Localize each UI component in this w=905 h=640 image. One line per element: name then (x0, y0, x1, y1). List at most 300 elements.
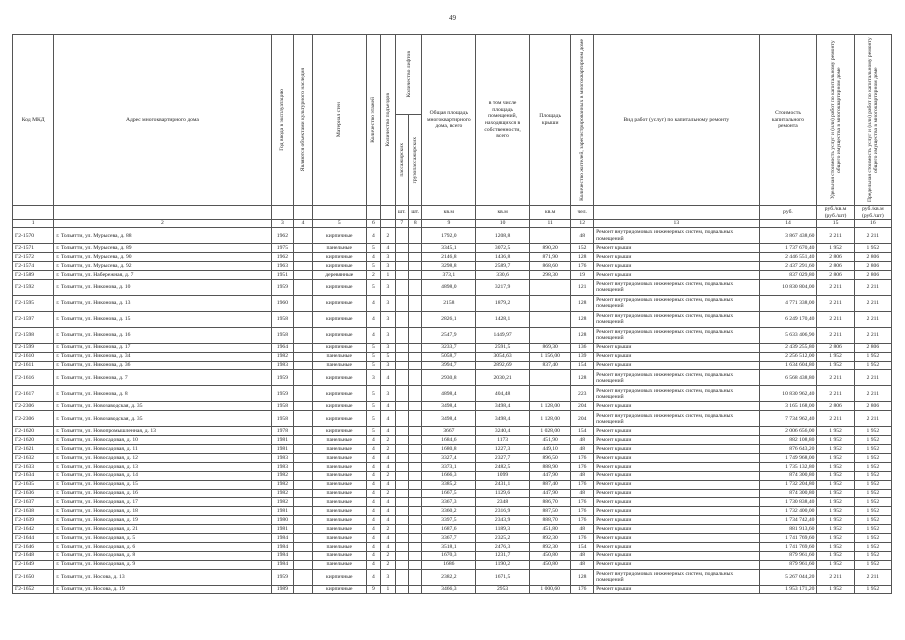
cell-lifts-passenger (395, 480, 408, 489)
cell-limit-cost: 2 211 (854, 386, 891, 402)
cell-lifts-cargo (409, 585, 422, 594)
cell-limit-cost: 1 952 (854, 585, 891, 594)
cell-address: г. Тольятти, ул. Никонова, д. 10 (54, 279, 271, 295)
cell-limit-cost: 1 952 (854, 453, 891, 462)
cell-residents: 176 (571, 261, 594, 270)
table-row (13, 480, 892, 489)
column-number: 8 (409, 220, 422, 228)
cell-floors: 5 (366, 427, 380, 436)
cell-total-area: 3385,2 (422, 480, 476, 489)
table-row (13, 489, 892, 498)
cell-roof-area: 450,80 (529, 551, 570, 560)
header-year: Год ввода в эксплуатацию (271, 35, 294, 206)
cell-work-type: Ремонт внутридомовых инженерных систем, подвальных помещений (594, 569, 759, 585)
column-number: 10 (476, 220, 530, 228)
cell-year: 1959 (271, 569, 294, 585)
cell-limit-cost: 2 806 (854, 402, 891, 411)
cell-cultural (294, 386, 313, 402)
cell-total-area: 3373,1 (422, 462, 476, 471)
cell-year: 1983 (271, 462, 294, 471)
cell-cost: 7 734 962,40 (759, 411, 817, 427)
cell-premises-area: 1129,6 (476, 489, 530, 498)
cell-code: Г2-1635 (13, 480, 54, 489)
cell-year: 1984 (271, 560, 294, 569)
cell-cost: 1 735 132,80 (759, 462, 817, 471)
cell-total-area: 3498,4 (422, 402, 476, 411)
cell-address: г. Тольятти, ул. Новосадовая, д. 14 (54, 471, 271, 480)
cell-lifts-passenger (395, 525, 408, 534)
cell-unit-cost: 2 211 (817, 327, 854, 343)
cell-total-area: 373,1 (422, 270, 476, 279)
cell-year: 1958 (271, 327, 294, 343)
cell-cultural (294, 244, 313, 253)
column-number (381, 220, 395, 228)
cell-roof-area: 1 156,00 (529, 352, 570, 361)
cell-roof-area: 869,30 (529, 343, 570, 352)
cell-roof-area: 888,90 (529, 462, 570, 471)
cell-premises-area: 3498,4 (476, 402, 530, 411)
cell-residents: 139 (571, 352, 594, 361)
cell-limit-cost: 1 952 (854, 361, 891, 370)
cell-entrances: 3 (381, 279, 395, 295)
cell-work-type: Ремонт внутридомовых инженерных систем, подвальных помещений (594, 311, 759, 327)
cell-lifts-cargo (409, 471, 422, 480)
cell-limit-cost: 1 952 (854, 489, 891, 498)
cell-residents: 204 (571, 411, 594, 427)
cell-unit-cost: 1 952 (817, 453, 854, 462)
cell-roof-area (529, 569, 570, 585)
cell-roof-area: 886,70 (529, 498, 570, 507)
cell-year: 1981 (271, 436, 294, 445)
cell-cost: 879 961,60 (759, 560, 817, 569)
cell-work-type: Ремонт внутридомовых инженерных систем, подвальных помещений (594, 228, 759, 244)
cell-total-area: 3397,5 (422, 516, 476, 525)
cell-code: Г2-1637 (13, 498, 54, 507)
cell-cost: 1 741 769,60 (759, 542, 817, 551)
cell-cost: 2 437 291,60 (759, 261, 817, 270)
table-row (13, 361, 892, 370)
cell-cost: 1 749 968,00 (759, 453, 817, 462)
cell-year: 1958 (271, 311, 294, 327)
cell-address: г. Тольятти, ул. Новосадовая, д. 17 (54, 498, 271, 507)
cell-year: 1982 (271, 480, 294, 489)
cell-total-area: 3327,4 (422, 453, 476, 462)
cell-lifts-passenger (395, 270, 408, 279)
cell-code: Г2-1589 (13, 270, 54, 279)
cell-unit-cost: 1 952 (817, 436, 854, 445)
cell-lifts-passenger (395, 453, 408, 462)
cell-cultural (294, 436, 313, 445)
table-row (13, 471, 892, 480)
unit-rub-sqm: руб./кв.м (руб./шт) (854, 206, 891, 220)
cell-lifts-passenger (395, 498, 408, 507)
table-row (13, 569, 892, 585)
cell-unit-cost: 1 952 (817, 534, 854, 543)
cell-lifts-cargo (409, 228, 422, 244)
cell-cost: 6 249 170,40 (759, 311, 817, 327)
cell-premises-area: 3217,9 (476, 279, 530, 295)
cell-material: панельные (312, 551, 366, 560)
table-row (13, 279, 892, 295)
table-row (13, 560, 892, 569)
cell-cultural (294, 327, 313, 343)
cell-lifts-cargo (409, 402, 422, 411)
cell-roof-area: 447,90 (529, 471, 570, 480)
table-row (13, 445, 892, 454)
cell-lifts-cargo (409, 370, 422, 386)
cell-floors: 4 (366, 542, 380, 551)
cell-unit-cost: 2 211 (817, 228, 854, 244)
cell-floors: 4 (366, 327, 380, 343)
cell-unit-cost: 1 952 (817, 498, 854, 507)
cell-residents: 121 (571, 279, 594, 295)
cell-year: 1962 (271, 253, 294, 262)
cell-total-area: 2930,8 (422, 370, 476, 386)
cell-work-type: Ремонт крыши (594, 427, 759, 436)
cell-code: Г2-1652 (13, 585, 54, 594)
cell-lifts-cargo (409, 569, 422, 585)
cell-cost: 874 300,80 (759, 471, 817, 480)
cell-limit-cost: 1 952 (854, 498, 891, 507)
cell-roof-area (529, 386, 570, 402)
cell-cost: 1 732 400,00 (759, 507, 817, 516)
cell-year: 1989 (271, 585, 294, 594)
cell-lifts-passenger (395, 402, 408, 411)
cell-floors: 5 (366, 261, 380, 270)
cell-lifts-passenger (395, 370, 408, 386)
cell-floors: 4 (366, 516, 380, 525)
cell-material: кирпичные (312, 295, 366, 311)
cell-lifts-passenger (395, 361, 408, 370)
cell-limit-cost: 1 952 (854, 244, 891, 253)
cell-floors: 4 (366, 534, 380, 543)
cell-lifts-passenger (395, 507, 408, 516)
cell-address: г. Тольятти, ул. Новосадовая, д. 21 (54, 525, 271, 534)
column-number: 15 (817, 220, 854, 228)
cell-residents: 152 (571, 244, 594, 253)
cell-lifts-passenger (395, 311, 408, 327)
table-row (13, 386, 892, 402)
cell-premises-area: 1671,5 (476, 569, 530, 585)
cell-year: 1981 (271, 525, 294, 534)
cell-lifts-cargo (409, 542, 422, 551)
cell-total-area: 4898,0 (422, 279, 476, 295)
cell-cultural (294, 253, 313, 262)
cell-entrances: 1 (381, 270, 395, 279)
cell-entrances: 3 (381, 386, 395, 402)
cell-roof-area: 892,30 (529, 534, 570, 543)
cell-residents: 176 (571, 480, 594, 489)
cell-material: кирпичные (312, 253, 366, 262)
cell-total-area: 2146,8 (422, 253, 476, 262)
table-row (13, 370, 892, 386)
cell-premises-area: 1227,3 (476, 445, 530, 454)
cell-cultural (294, 228, 313, 244)
cell-entrances: 4 (381, 244, 395, 253)
cell-cultural (294, 427, 313, 436)
cell-code: Г2-1595 (13, 295, 54, 311)
cell-entrances: 2 (381, 489, 395, 498)
cell-premises-area: 2316,9 (476, 507, 530, 516)
cell-address: г. Тольятти, ул. Новосадовая, д. 5 (54, 534, 271, 543)
cell-entrances: 2 (381, 436, 395, 445)
cell-year: 1959 (271, 386, 294, 402)
cell-code: Г2-1616 (13, 370, 54, 386)
table-row (13, 462, 892, 471)
cell-residents: 128 (571, 295, 594, 311)
cell-address: г. Тольятти, ул. Новопромышленная, д. 13 (54, 427, 271, 436)
cell-residents: 154 (571, 427, 594, 436)
cell-floors: 5 (366, 244, 380, 253)
cell-year: 1975 (271, 244, 294, 253)
cell-premises-area: 1428,1 (476, 311, 530, 327)
cell-roof-area: 1 000,60 (529, 585, 570, 594)
cell-material: панельные (312, 436, 366, 445)
cell-residents: 128 (571, 370, 594, 386)
cell-code: Г2-1638 (13, 507, 54, 516)
cell-lifts-cargo (409, 311, 422, 327)
cell-limit-cost: 1 952 (854, 427, 891, 436)
cell-lifts-passenger (395, 386, 408, 402)
table-row (13, 453, 892, 462)
cell-address: г. Тольятти, ул. Новосадовая, д. 15 (54, 480, 271, 489)
cell-residents: 48 (571, 228, 594, 244)
cell-residents: 223 (571, 386, 594, 402)
cell-roof-area: 871,90 (529, 253, 570, 262)
column-number: 6 (366, 220, 380, 228)
cell-lifts-passenger (395, 411, 408, 427)
cell-cultural (294, 445, 313, 454)
header-floors: Количество этажей (366, 35, 380, 206)
cell-premises-area: 1436,8 (476, 253, 530, 262)
cell-code: Г2-1650 (13, 569, 54, 585)
cell-floors: 4 (366, 569, 380, 585)
cell-year: 1981 (271, 507, 294, 516)
cell-code: Г2-1636 (13, 489, 54, 498)
cell-year: 1984 (271, 534, 294, 543)
cell-total-area: 3667 (422, 427, 476, 436)
unit-people: чел. (571, 206, 594, 220)
cell-material: панельные (312, 352, 366, 361)
cell-entrances: 3 (381, 311, 395, 327)
cell-limit-cost: 1 952 (854, 534, 891, 543)
cell-year: 1962 (271, 228, 294, 244)
cell-lifts-cargo (409, 560, 422, 569)
cell-unit-cost: 2 211 (817, 569, 854, 585)
cell-limit-cost: 1 952 (854, 480, 891, 489)
cell-lifts-cargo (409, 534, 422, 543)
cell-unit-cost: 2 806 (817, 253, 854, 262)
cell-unit-cost: 1 952 (817, 507, 854, 516)
cell-premises-area: 2589,7 (476, 261, 530, 270)
cell-address: г. Тольятти, ул. Носова, д. 19 (54, 585, 271, 594)
cell-lifts-cargo (409, 270, 422, 279)
cell-code: Г2-1597 (13, 311, 54, 327)
cell-entrances: 4 (381, 402, 395, 411)
cell-premises-area: 3054,63 (476, 352, 530, 361)
cell-year: 1981 (271, 445, 294, 454)
cell-premises-area: 3072,5 (476, 244, 530, 253)
cell-work-type: Ремонт крыши (594, 445, 759, 454)
cell-premises-area: 2591,5 (476, 343, 530, 352)
cell-entrances: 5 (381, 352, 395, 361)
cell-code: Г2-1649 (13, 560, 54, 569)
cell-limit-cost: 1 952 (854, 507, 891, 516)
cell-cost: 1 734 742,40 (759, 516, 817, 525)
cell-code: Г2-1639 (13, 516, 54, 525)
cell-floors: 2 (366, 270, 380, 279)
cell-address: г. Тольятти, ул. Носова, д. 13 (54, 569, 271, 585)
cell-entrances: 2 (381, 228, 395, 244)
cell-material: панельные (312, 507, 366, 516)
cell-material: кирпичные (312, 279, 366, 295)
cell-lifts-passenger (395, 436, 408, 445)
units-row (13, 206, 892, 220)
cell-lifts-passenger (395, 560, 408, 569)
cell-entrances: 4 (381, 462, 395, 471)
cell-cultural (294, 516, 313, 525)
table-row (13, 542, 892, 551)
cell-premises-area: 2343,9 (476, 516, 530, 525)
cell-total-area: 1680,8 (422, 445, 476, 454)
cell-code: Г2-1610 (13, 352, 54, 361)
page-number: 49 (449, 14, 456, 22)
column-number: 9 (422, 220, 476, 228)
column-number: 14 (759, 220, 817, 228)
cell-total-area: 2158 (422, 295, 476, 311)
cell-residents: 176 (571, 507, 594, 516)
cell-work-type: Ремонт крыши (594, 343, 759, 352)
cell-cultural (294, 507, 313, 516)
cell-lifts-passenger (395, 542, 408, 551)
cell-unit-cost: 1 952 (817, 462, 854, 471)
table-row (13, 244, 892, 253)
column-number: 12 (571, 220, 594, 228)
cell-entrances: 4 (381, 370, 395, 386)
cell-limit-cost: 1 952 (854, 525, 891, 534)
cell-cultural (294, 453, 313, 462)
cell-cost: 879 961,60 (759, 551, 817, 560)
cell-lifts-passenger (395, 489, 408, 498)
cell-lifts-passenger (395, 253, 408, 262)
cell-premises-area: 1190,2 (476, 560, 530, 569)
cell-cost: 1 953 171,20 (759, 585, 817, 594)
cell-code: Г2-1634 (13, 471, 54, 480)
cell-code: Г2-1574 (13, 261, 54, 270)
cell-work-type: Ремонт крыши (594, 542, 759, 551)
cell-cost: 3 165 168,00 (759, 402, 817, 411)
cell-premises-area: 1449,97 (476, 327, 530, 343)
cell-cultural (294, 343, 313, 352)
cell-premises-area: 3240,4 (476, 427, 530, 436)
cell-unit-cost: 1 952 (817, 542, 854, 551)
cell-total-area: 5058,7 (422, 352, 476, 361)
cell-work-type: Ремонт внутридомовых инженерных систем, подвальных помещений (594, 411, 759, 427)
cell-work-type: Ремонт крыши (594, 585, 759, 594)
cell-total-area: 3345,1 (422, 244, 476, 253)
cell-address: г. Тольятти, ул. Набережная, д. 7 (54, 270, 271, 279)
cell-limit-cost: 1 952 (854, 560, 891, 569)
cell-cost: 1 732 204,80 (759, 480, 817, 489)
cell-cost: 1 730 838,40 (759, 498, 817, 507)
cell-cost: 6 568 438,80 (759, 370, 817, 386)
cell-residents: 154 (571, 361, 594, 370)
cell-roof-area: 868,60 (529, 261, 570, 270)
cell-cost: 5 633 406,90 (759, 327, 817, 343)
header-code: Код МКД (13, 35, 54, 206)
cell-roof-area: 447,90 (529, 489, 570, 498)
cell-total-area: 2382,2 (422, 569, 476, 585)
cell-entrances: 1 (381, 585, 395, 594)
cell-cost: 1 634 604,80 (759, 361, 817, 370)
cell-material: кирпичные (312, 411, 366, 427)
cell-material: кирпичные (312, 427, 366, 436)
cell-year: 1960 (271, 295, 294, 311)
cell-cultural (294, 471, 313, 480)
cell-total-area: 4898,4 (422, 386, 476, 402)
cell-lifts-passenger (395, 445, 408, 454)
cell-work-type: Ремонт крыши (594, 489, 759, 498)
cell-address: г. Тольятти, ул. Новосадовая, д. 13 (54, 462, 271, 471)
cell-code: Г2-1633 (13, 462, 54, 471)
cell-lifts-passenger (395, 244, 408, 253)
cell-residents: 48 (571, 489, 594, 498)
cell-total-area: 3298,8 (422, 261, 476, 270)
cell-limit-cost: 2 211 (854, 228, 891, 244)
cell-roof-area: 1 128,00 (529, 411, 570, 427)
cell-residents: 136 (571, 343, 594, 352)
cell-cost: 2 256 512,00 (759, 352, 817, 361)
cell-floors: 4 (366, 498, 380, 507)
cell-total-area: 3466,3 (422, 585, 476, 594)
cell-work-type: Ремонт внутридомовых инженерных систем, подвальных помещений (594, 279, 759, 295)
cell-address: г. Тольятти, ул. Никонова, д. 17 (54, 343, 271, 352)
cell-address: г. Тольятти, ул. Новосадовая, д. 12 (54, 453, 271, 462)
cell-entrances: 2 (381, 471, 395, 480)
cell-total-area: 3367,7 (422, 534, 476, 543)
cell-limit-cost: 2 211 (854, 311, 891, 327)
cell-lifts-passenger (395, 261, 408, 270)
cell-lifts-cargo (409, 489, 422, 498)
cell-entrances: 3 (381, 361, 395, 370)
cell-material: панельные (312, 534, 366, 543)
cell-premises-area: 2953 (476, 585, 530, 594)
header-total-area: Общая площадь многоквартирного дома, всего (422, 35, 476, 206)
table-row (13, 411, 892, 427)
cell-lifts-cargo (409, 462, 422, 471)
cell-lifts-cargo (409, 244, 422, 253)
cell-year: 1980 (271, 516, 294, 525)
cell-address: г. Тольятти, ул. Никонова, д. 8 (54, 386, 271, 402)
cell-premises-area: 1879,2 (476, 295, 530, 311)
cell-code: Г2-2306 (13, 411, 54, 427)
cell-year: 1958 (271, 402, 294, 411)
cell-unit-cost: 1 952 (817, 560, 854, 569)
cell-unit-cost: 1 952 (817, 516, 854, 525)
cell-premises-area: 1173 (476, 436, 530, 445)
header-entrances: Количество подъездов (381, 35, 395, 206)
cell-residents: 204 (571, 402, 594, 411)
cell-floors: 4 (366, 551, 380, 560)
cell-cost: 874 300,80 (759, 489, 817, 498)
unit-pcs: шт. (395, 206, 408, 220)
cell-residents: 19 (571, 270, 594, 279)
cell-year: 1958 (271, 411, 294, 427)
cell-unit-cost: 1 952 (817, 551, 854, 560)
cell-lifts-cargo (409, 525, 422, 534)
cell-residents: 128 (571, 327, 594, 343)
cell-total-area: 3498,4 (422, 411, 476, 427)
